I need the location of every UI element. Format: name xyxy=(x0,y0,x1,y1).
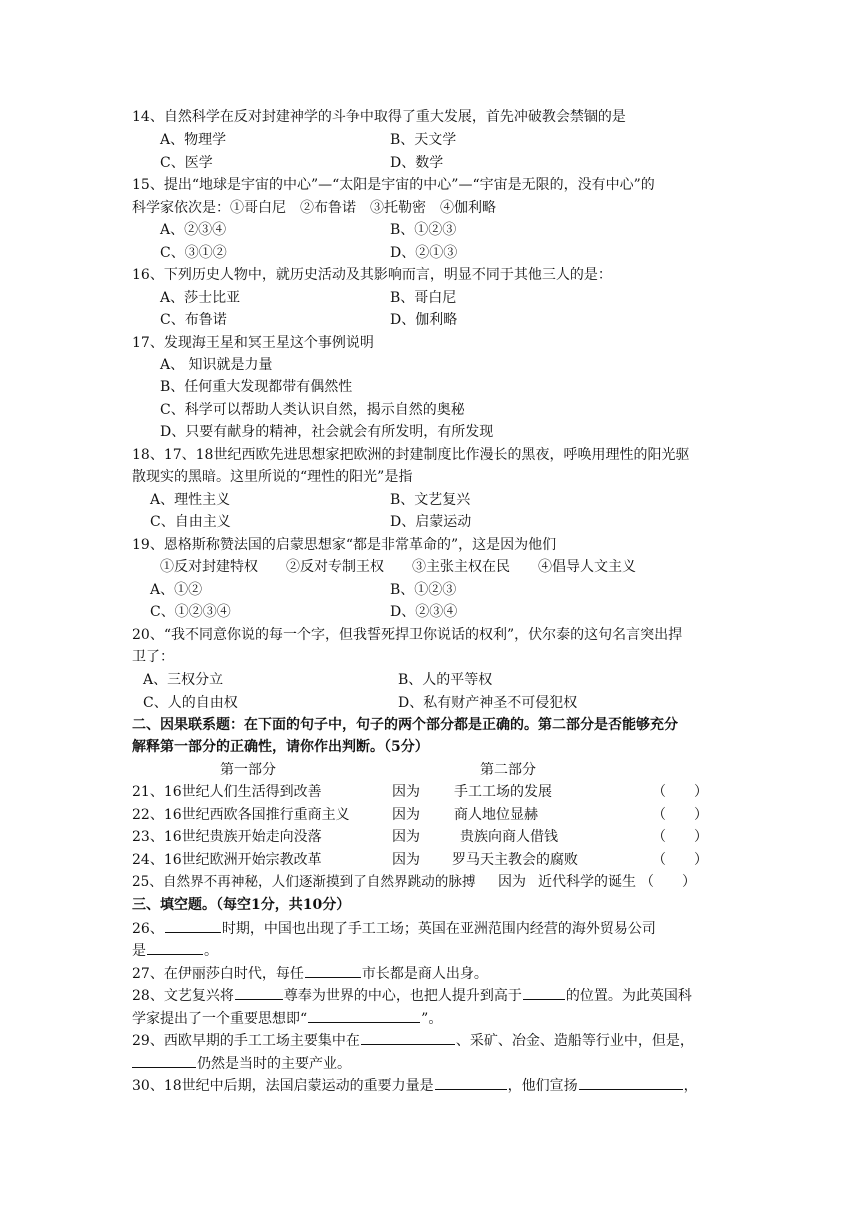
question-20-stem-line1: 20、“我不同意你说的每一个字，但我誓死捍卫你说话的权利”，伏尔泰的这句名言突出捍 xyxy=(132,627,683,643)
q30-text-2: ，他们宣扬 xyxy=(507,1078,578,1094)
q30-text-1: 30、18世纪中后期，法国启蒙运动的重要力量是 xyxy=(132,1078,434,1094)
q14-option-b: B、天文学 xyxy=(390,132,457,148)
cause-row-22-reason: 商人地位显赫 xyxy=(454,807,538,823)
cause-row-22-because: 因为 xyxy=(392,807,420,823)
q19-choices: ①反对封建特权 ②反对专制王权 ③主张主权在民 ④倡导人文主义 xyxy=(160,559,636,575)
question-14-stem: 14、自然科学在反对封建神学的斗争中取得了重大发展，首先冲破教会禁锢的是 xyxy=(132,109,626,125)
q14-option-c: C、医学 xyxy=(160,155,213,171)
question-16-stem: 16、下列历史人物中，就历史活动及其影响而言，明显不同于其他三人的是： xyxy=(132,267,612,283)
cause-row-21-because: 因为 xyxy=(392,784,420,800)
question-18-stem-line1: 18、17、18世纪西欧先进思想家把欧洲的封建制度比作漫长的黑夜，呼唤用理性的阳光驱 xyxy=(132,447,690,463)
cause-row-24-statement: 24、16世纪欧洲开始宗教改革 xyxy=(132,852,322,868)
cause-row-25-statement: 25、自然界不再神秘，人们逐渐摸到了自然界跳动的脉搏 xyxy=(132,874,476,890)
q28-text-3: 的位置。为此英国科 xyxy=(565,988,692,1004)
q17-option-a: A、 知识就是力量 xyxy=(160,357,273,373)
cause-row-21-statement: 21、16世纪人们生活得到改善 xyxy=(132,784,322,800)
q28-text-2: 尊奉为世界的中心，也把人提升到高于 xyxy=(283,988,522,1004)
question-17-stem: 17、发现海王星和冥王星这个事例说明 xyxy=(132,335,374,351)
q26-text: 时期，中国也出现了手工工场；英国在亚洲范围内经营的海外贸易公司 xyxy=(221,921,656,937)
cause-row-22-statement: 22、16世纪西欧各国推行重商主义 xyxy=(132,807,350,823)
q14-option-d: D、数学 xyxy=(390,155,444,171)
q17-option-b: B、任何重大发现都带有偶然性 xyxy=(160,379,353,395)
column-header-part-two: 第二部分 xyxy=(480,762,536,778)
q26-end: 。 xyxy=(204,943,218,959)
q17-option-d: D、只要有献身的精神，社会就会有所发明，有所发现 xyxy=(160,424,494,440)
q30-blank-1[interactable] xyxy=(435,1075,507,1090)
cause-row-23-reason: 贵族向商人借钱 xyxy=(460,829,558,845)
q26-blank-1[interactable] xyxy=(165,918,221,933)
q14-option-a: A、物理学 xyxy=(160,132,227,148)
cause-row-24-because: 因为 xyxy=(392,852,420,868)
q20-option-c: C、人的自由权 xyxy=(143,695,238,711)
cause-row-23-because: 因为 xyxy=(392,829,420,845)
cause-row-24-reason: 罗马天主教会的腐败 xyxy=(452,852,578,868)
q28-blank-2[interactable] xyxy=(523,985,565,1000)
q28-text-4: 学家提出了一个重要思想即“ xyxy=(132,1011,308,1027)
column-header-part-one: 第一部分 xyxy=(220,762,276,778)
q19-option-d: D、②③④ xyxy=(390,604,458,620)
q19-option-c: C、①②③④ xyxy=(150,604,231,620)
q18-option-a: A、理性主义 xyxy=(150,492,231,508)
question-26-line1 xyxy=(132,918,656,939)
q15-option-b: B、①②③ xyxy=(390,222,457,238)
question-26-line2 xyxy=(132,940,218,961)
question-18-stem-line2: 散现实的黑暗。这里所说的“理性的阳光”是指 xyxy=(132,469,413,485)
q26-text-2: 是 xyxy=(132,943,146,959)
q28-text-5: ”。 xyxy=(421,1011,443,1027)
section-3-title: 三、填空题。（每空1分，共10分） xyxy=(132,897,351,913)
question-29-line1 xyxy=(132,1030,694,1051)
cause-row-25-reason: 近代科学的诞生 xyxy=(538,874,636,890)
q15-option-a: A、②③④ xyxy=(160,222,227,238)
q18-option-c: C、自由主义 xyxy=(150,514,231,530)
q28-text-1: 28、文艺复兴将 xyxy=(132,988,234,1004)
q29-blank-1[interactable] xyxy=(361,1030,455,1045)
question-15-stem-line1: 15、提出“地球是宇宙的中心”—“太阳是宇宙的中心”—“宇宙是无限的，没有中心”的 xyxy=(132,177,655,193)
q29-blank-2[interactable] xyxy=(132,1053,196,1068)
q29-text-1: 29、西欧早期的手工工场主要集中在 xyxy=(132,1033,360,1049)
q18-option-d: D、启蒙运动 xyxy=(390,514,472,530)
q16-option-c: C、布鲁诺 xyxy=(160,312,227,328)
question-30-line1 xyxy=(132,1075,698,1096)
q18-option-b: B、文艺复兴 xyxy=(390,492,471,508)
question-28-line2 xyxy=(132,1008,442,1029)
q17-option-c: C、科学可以帮助人类认识自然，揭示自然的奥秘 xyxy=(160,402,465,418)
q15-option-c: C、③①② xyxy=(160,245,227,261)
q27-blank[interactable] xyxy=(305,963,361,978)
question-29-line2 xyxy=(132,1053,351,1074)
cause-row-21-reason: 手工工场的发展 xyxy=(454,784,552,800)
q28-blank-1[interactable] xyxy=(235,985,283,1000)
q27-text-2: 市长都是商人出身。 xyxy=(361,966,488,982)
q20-option-d: D、私有财产神圣不可侵犯权 xyxy=(398,695,578,711)
q28-blank-3[interactable] xyxy=(308,1008,420,1023)
q29-text-3: 仍然是当时的主要产业。 xyxy=(197,1056,351,1072)
q27-text-1: 27、在伊丽莎白时代，每任 xyxy=(132,966,304,982)
cause-row-23-statement: 23、16世纪贵族开始走向没落 xyxy=(132,829,322,845)
cause-row-22-answer-blank[interactable]: （ ） xyxy=(652,807,708,823)
q16-option-b: B、哥白尼 xyxy=(390,290,457,306)
question-15-stem-line2: 科学家依次是：①哥白尼 ②布鲁诺 ③托勒密 ④伽利略 xyxy=(132,200,496,216)
q20-option-a: A、三权分立 xyxy=(143,672,224,688)
cause-row-21-answer-blank[interactable]: （ ） xyxy=(652,784,708,800)
cause-row-25-because: 因为 xyxy=(498,874,526,890)
q29-text-2: 、采矿、冶金、造船等行业中，但是， xyxy=(455,1033,694,1049)
section-2-title-line2: 解释第一部分的正确性，请你作出判断。（5分） xyxy=(132,739,429,755)
cause-row-25-answer-blank[interactable]: （ ） xyxy=(640,874,696,890)
q19-option-b: B、①②③ xyxy=(390,582,457,598)
question-27 xyxy=(132,963,488,984)
q30-blank-2[interactable] xyxy=(579,1075,683,1090)
cause-row-23-answer-blank[interactable]: （ ） xyxy=(652,829,708,845)
question-28-line1 xyxy=(132,985,692,1006)
cause-row-24-answer-blank[interactable]: （ ） xyxy=(652,852,708,868)
q15-option-d: D、②①③ xyxy=(390,245,458,261)
question-20-stem-line2: 卫了： xyxy=(132,649,174,665)
q30-text-3: ， xyxy=(683,1078,698,1094)
q16-option-d: D、伽利略 xyxy=(390,312,458,328)
section-2-title-line1: 二、因果联系题：在下面的句子中，句子的两个部分都是正确的。第二部分是否能够充分 xyxy=(132,717,678,733)
q19-option-a: A、①② xyxy=(150,582,203,598)
q26-blank-2[interactable] xyxy=(147,940,203,955)
q26-prefix: 26、 xyxy=(132,921,164,937)
q16-option-a: A、莎士比亚 xyxy=(160,290,241,306)
question-19-stem: 19、恩格斯称赞法国的启蒙思想家“都是非常革命的”，这是因为他们 xyxy=(132,537,557,553)
q20-option-b: B、人的平等权 xyxy=(398,672,493,688)
